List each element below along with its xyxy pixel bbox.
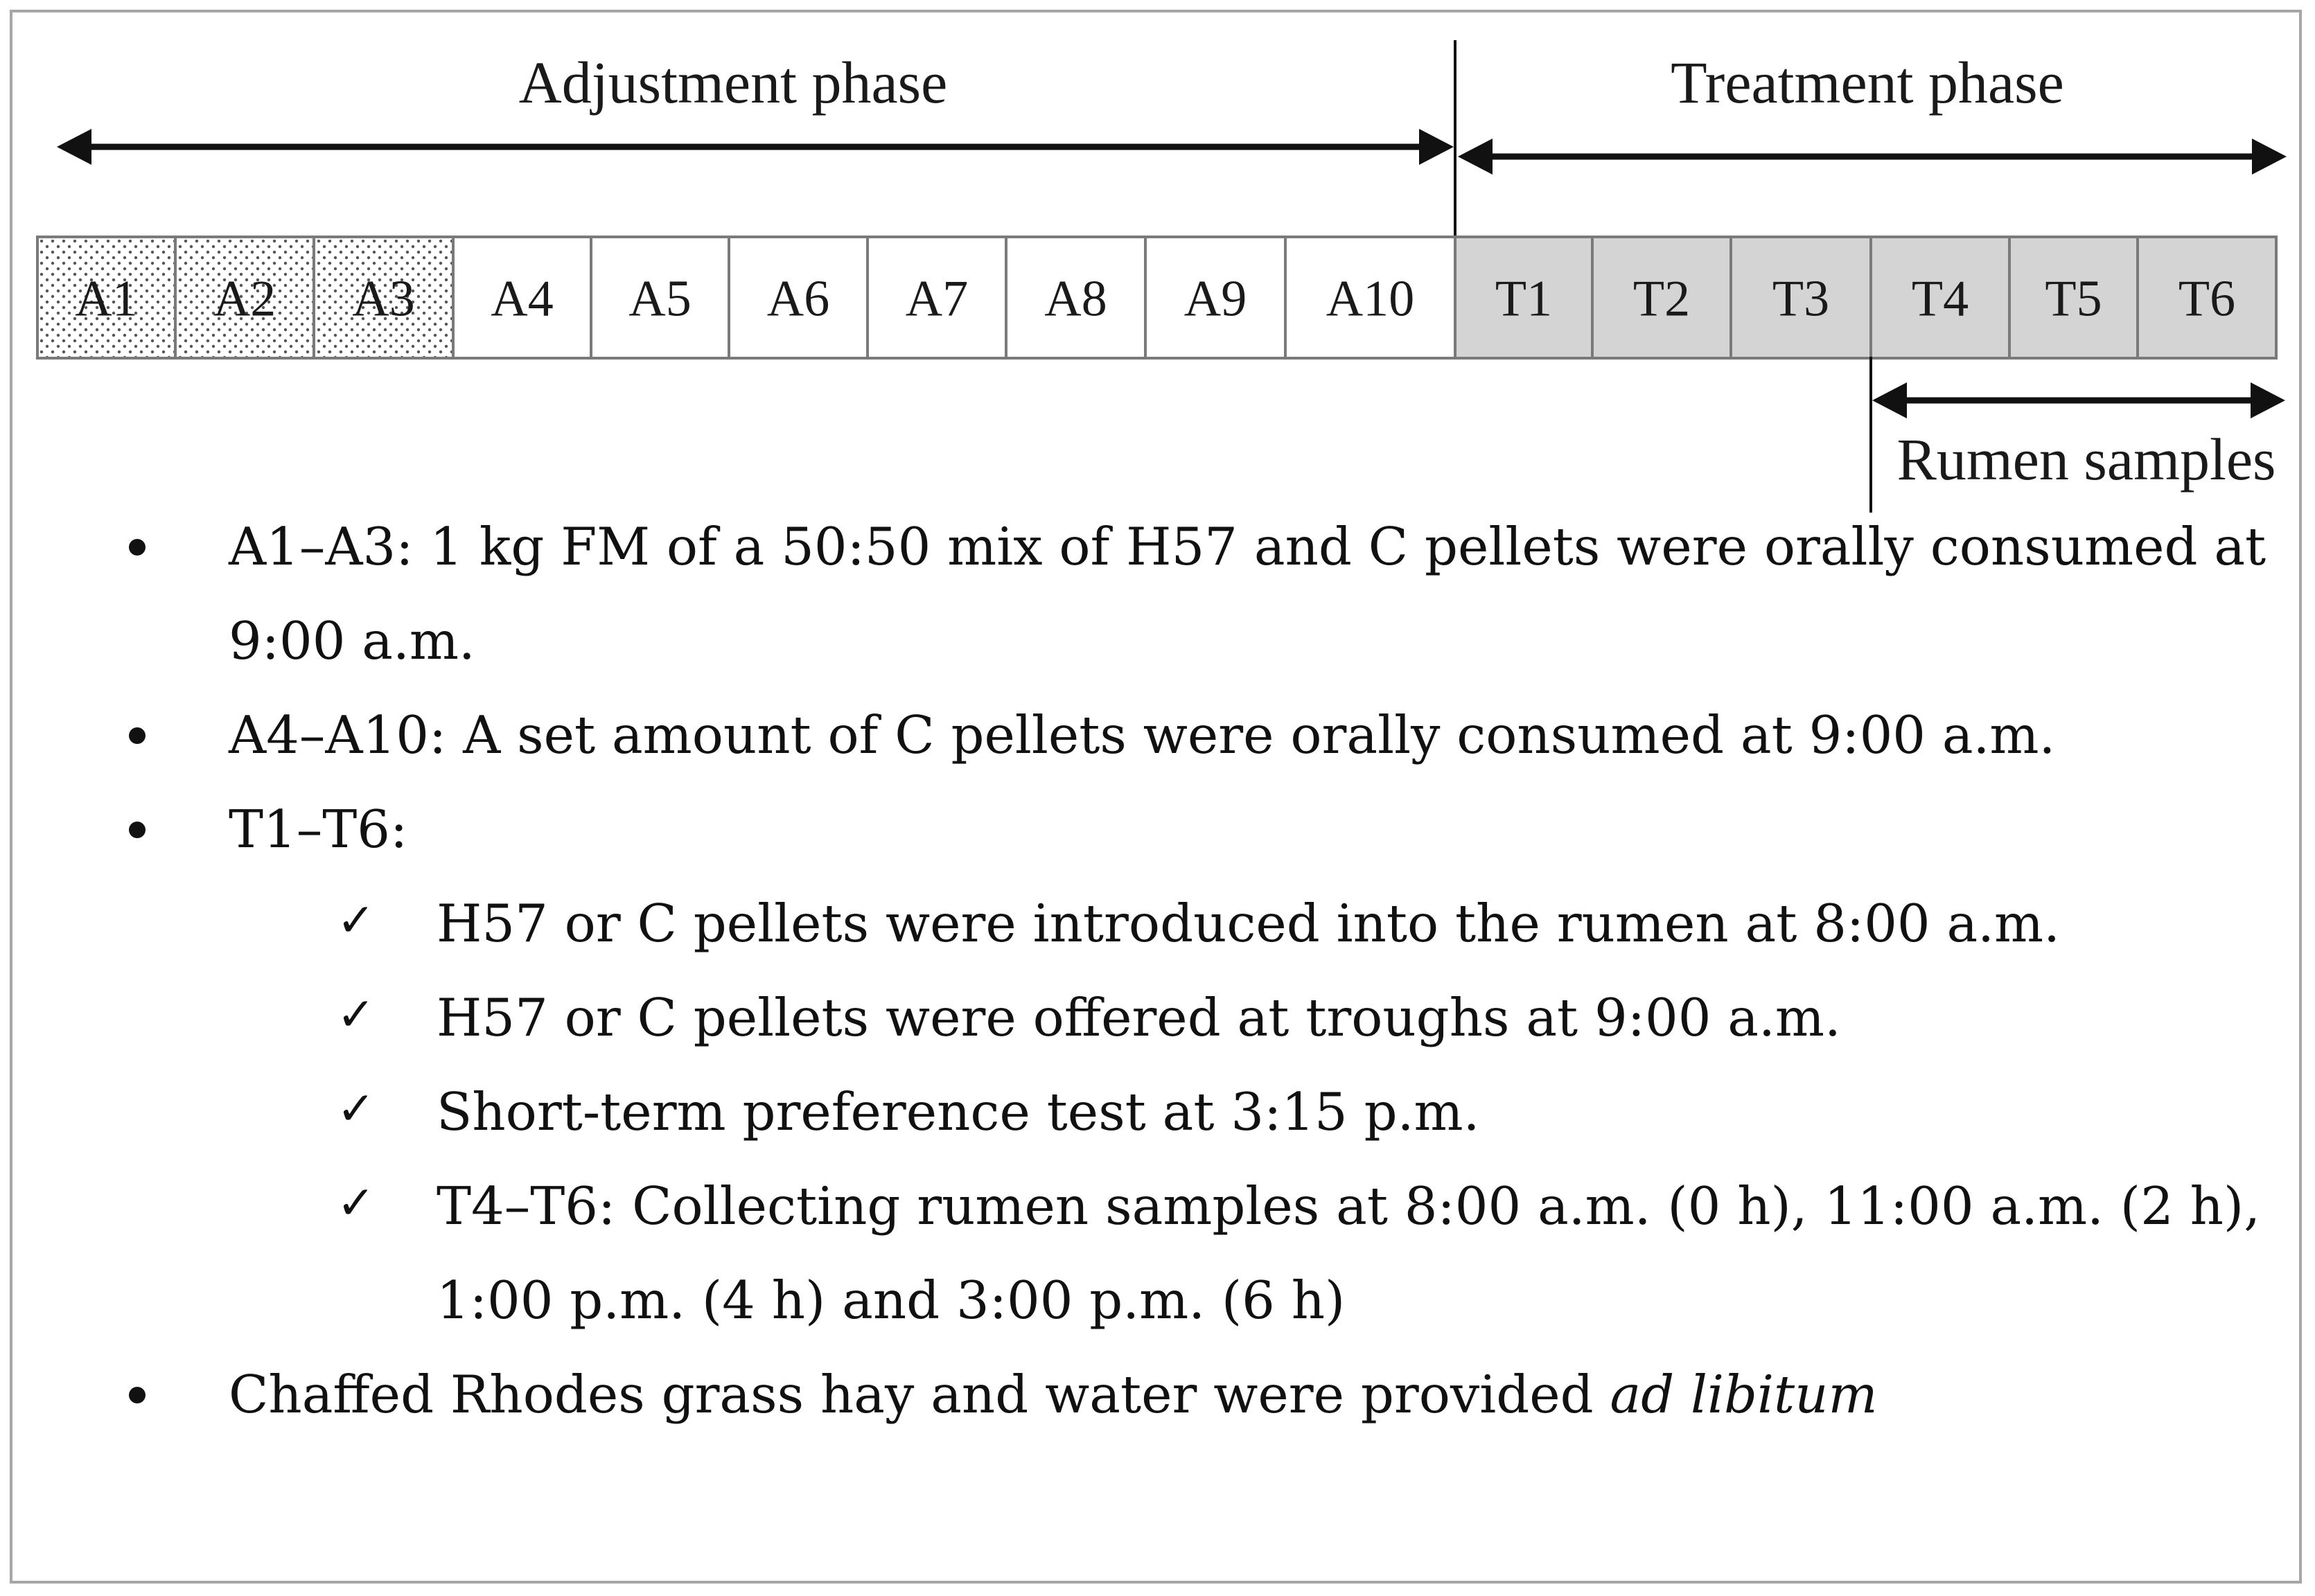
bullet-4-dot bbox=[129, 1387, 146, 1403]
timeline-cell-label-a6: A6 bbox=[766, 270, 830, 328]
bullet-2-text: A4–A10: A set amount of C pellets were orally consumed at 9:00 a.m. bbox=[229, 704, 2056, 765]
treatment-phase-label: Treatment phase bbox=[1671, 49, 2064, 116]
check-2-icon: ✓ bbox=[337, 988, 376, 1041]
timeline-cell-label-a3: A3 bbox=[352, 270, 415, 328]
check-1-text: H57 or C pellets were introduced into the rumen at 8:00 a.m. bbox=[437, 893, 2060, 954]
timeline-cell-label-a10: A10 bbox=[1326, 270, 1415, 328]
check-1-icon: ✓ bbox=[337, 894, 376, 947]
timeline-cell-label-t1: T1 bbox=[1495, 270, 1553, 328]
timeline-cell-label-t4: T4 bbox=[1911, 270, 1969, 328]
check-4-icon: ✓ bbox=[337, 1176, 376, 1230]
bullet-3-text: T1–T6: bbox=[229, 799, 408, 860]
check-3-icon: ✓ bbox=[337, 1082, 376, 1135]
timeline-cell-label-t2: T2 bbox=[1632, 270, 1691, 328]
timeline-cell-label-t6: T6 bbox=[2178, 270, 2236, 328]
timeline-cell-label-a8: A8 bbox=[1044, 270, 1107, 328]
bullet-3-dot bbox=[129, 822, 146, 838]
bullet-1-line-2: 9:00 a.m. bbox=[229, 610, 475, 671]
timeline-cell-label-a7: A7 bbox=[905, 270, 969, 328]
timeline-cell-label-a5: A5 bbox=[628, 270, 692, 328]
timeline-cell-label-t3: T3 bbox=[1772, 270, 1830, 328]
check-4-line-2: 1:00 p.m. (4 h) and 3:00 p.m. (6 h) bbox=[437, 1270, 1346, 1331]
bullet-4-text-italic: ad libitum bbox=[1610, 1364, 1878, 1425]
bullet-2-dot bbox=[129, 727, 146, 744]
adjustment-phase-label: Adjustment phase bbox=[518, 49, 948, 116]
rumen-samples-label: Rumen samples bbox=[1896, 426, 2276, 493]
check-2-text: H57 or C pellets were offered at troughs at 9:00 a.m. bbox=[437, 987, 1841, 1048]
bullet-1-line-1-text: A1–A3: 1 kg FM of a 50:50 mix of H57 and C pellets were orally consumed at bbox=[229, 516, 2266, 577]
timeline-cell-label-t5: T5 bbox=[2045, 270, 2102, 328]
timeline-cell-label-a1: A1 bbox=[75, 270, 138, 328]
timeline-cell-label-a2: A2 bbox=[213, 270, 276, 328]
bullet-4-text bbox=[229, 1364, 1878, 1425]
timeline-cell-label-a9: A9 bbox=[1183, 270, 1247, 328]
bullet-4-text-plain: Chaffed Rhodes grass hay and water were provided bbox=[229, 1364, 1610, 1425]
timeline-cell-label-a4: A4 bbox=[491, 270, 554, 328]
bullet-1-line-1 bbox=[229, 516, 2266, 577]
bullet-1-dot bbox=[129, 539, 146, 556]
check-3-text: Short-term preference test at 3:15 p.m. bbox=[437, 1081, 1480, 1142]
check-4-line-1: T4–T6: Collecting rumen samples at 8:00 a.m. (0 h), 11:00 a.m. (2 h), bbox=[437, 1176, 2261, 1236]
